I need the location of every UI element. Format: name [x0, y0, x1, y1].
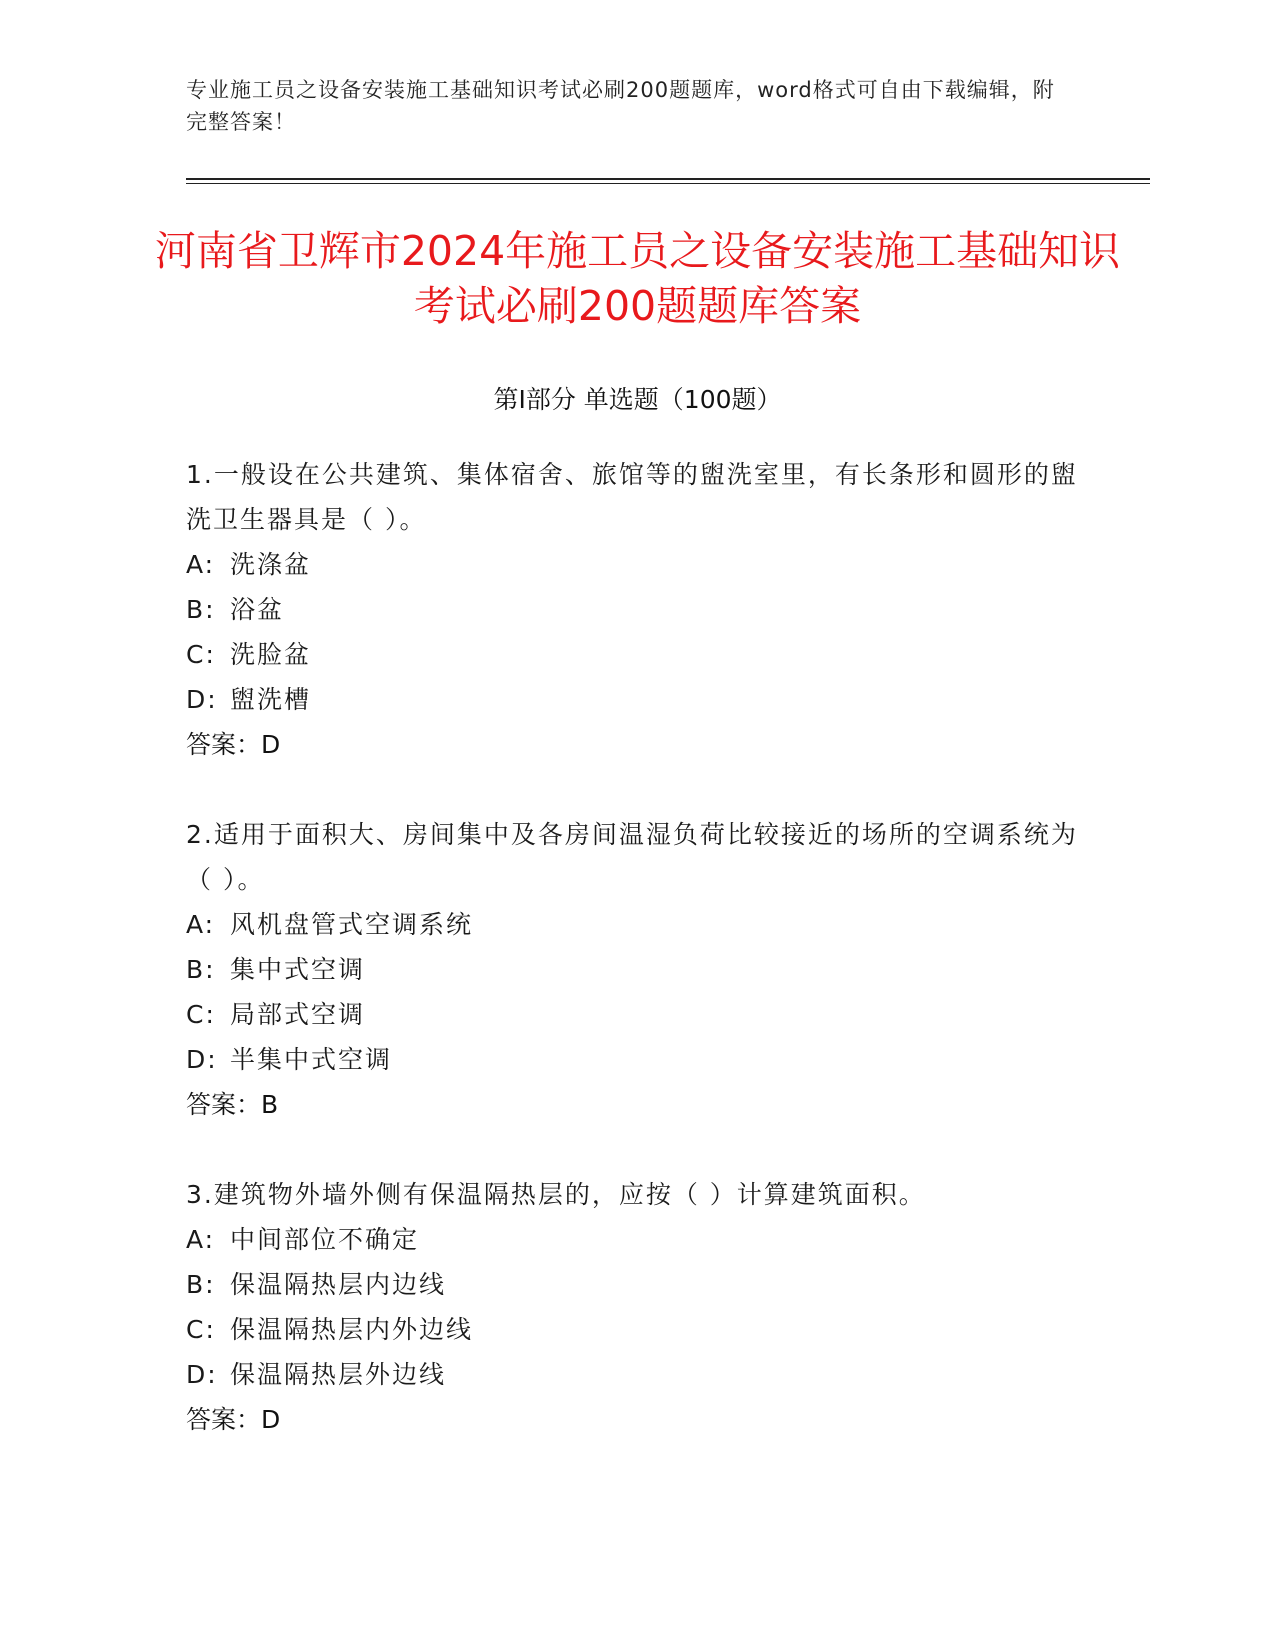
- option-text: 风机盘管式空调系统: [230, 910, 474, 939]
- question-option-d: [186, 1037, 1086, 1082]
- question-option-a: [186, 542, 1086, 587]
- option-text: 盥洗槽: [230, 685, 312, 714]
- option-key: A:: [186, 550, 216, 579]
- question-stem: 1.一般设在公共建筑、集体宿舍、旅馆等的盥洗室里，有长条形和圆形的盥洗卫生器具是（ ）。: [186, 460, 1078, 534]
- question-stem: 3.建筑物外墙外侧有保温隔热层的，应按（ ）计算建筑面积。: [186, 1180, 926, 1209]
- question-answer: 答案：D: [186, 1405, 281, 1434]
- question-option-a: [186, 1217, 1086, 1262]
- header-divider-thin: [186, 183, 1150, 184]
- document-title: 河南省卫辉市2024年施工员之设备安装施工基础知识考试必刷200题题库答案: [154, 227, 1121, 330]
- question-option-b: [186, 1262, 1086, 1307]
- question-1: [186, 452, 1086, 767]
- option-key: C:: [186, 640, 216, 669]
- option-key: D:: [186, 1045, 218, 1074]
- question-3: [186, 1172, 1086, 1442]
- option-key: B:: [186, 955, 216, 984]
- option-key: B:: [186, 1270, 216, 1299]
- option-key: D:: [186, 685, 218, 714]
- option-key: D:: [186, 1360, 218, 1389]
- option-key: B:: [186, 595, 216, 624]
- section-heading: 第Ⅰ部分 单选题（100题）: [493, 385, 782, 414]
- question-option-c: [186, 632, 1086, 677]
- option-text: 浴盆: [230, 595, 285, 624]
- option-text: 局部式空调: [230, 1000, 366, 1029]
- option-text: 洗脸盆: [230, 640, 312, 669]
- question-answer: 答案：B: [186, 1090, 279, 1119]
- option-key: A:: [186, 910, 216, 939]
- question-option-b: [186, 587, 1086, 632]
- question-answer: 答案：D: [186, 730, 281, 759]
- option-text: 保温隔热层外边线: [230, 1360, 447, 1389]
- option-text: 保温隔热层内外边线: [230, 1315, 474, 1344]
- header-divider-thick: [186, 178, 1150, 180]
- option-key: C:: [186, 1000, 216, 1029]
- question-option-c: [186, 1307, 1086, 1352]
- option-key: C:: [186, 1315, 216, 1344]
- question-option-b: [186, 947, 1086, 992]
- header-note: 专业施工员之设备安装施工基础知识考试必刷200题题库，word格式可自由下载编辑，附完整答案！: [186, 78, 1055, 134]
- question-option-c: [186, 992, 1086, 1037]
- option-text: 中间部位不确定: [230, 1225, 420, 1254]
- option-text: 洗涤盆: [230, 550, 312, 579]
- question-option-a: [186, 902, 1086, 947]
- option-key: A:: [186, 1225, 216, 1254]
- option-text: 集中式空调: [230, 955, 366, 984]
- question-option-d: [186, 1352, 1086, 1397]
- question-2: [186, 812, 1086, 1127]
- question-option-d: [186, 677, 1086, 722]
- option-text: 保温隔热层内边线: [230, 1270, 447, 1299]
- option-text: 半集中式空调: [230, 1045, 393, 1074]
- question-stem: 2.适用于面积大、房间集中及各房间温湿负荷比较接近的场所的空调系统为（ ）。: [186, 820, 1078, 894]
